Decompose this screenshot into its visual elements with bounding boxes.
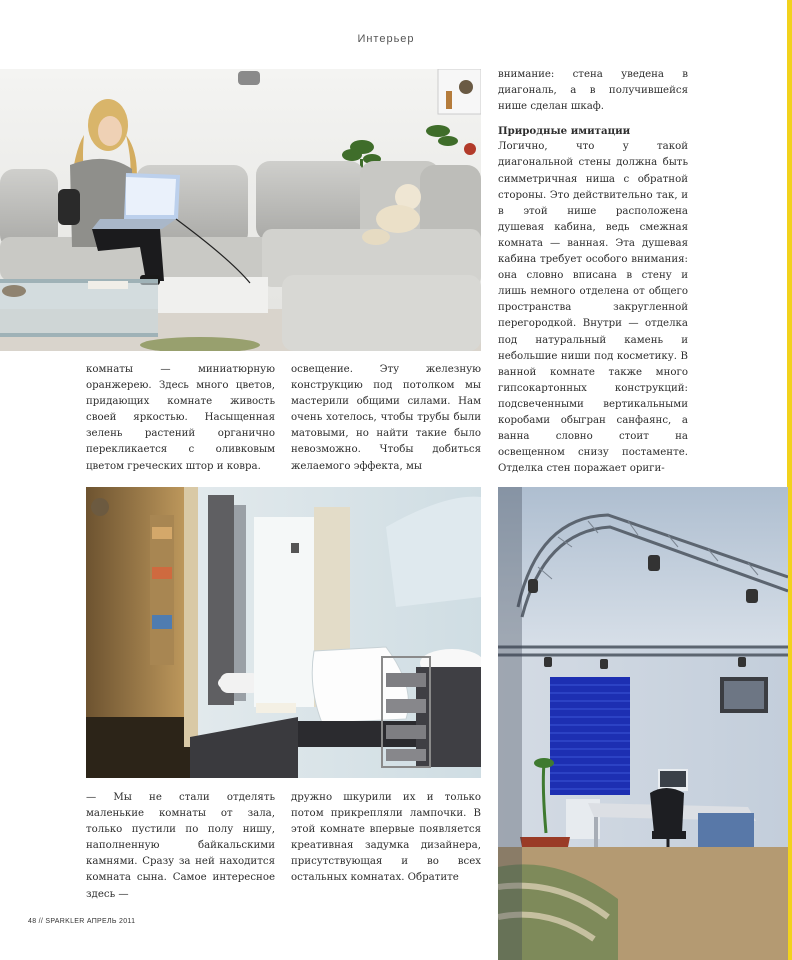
section-title: Интерьер [357,33,415,45]
article-column-mid-left [86,362,275,475]
column-text: освещение. Эту железную конструкцию под потолком мы мастерили общими силами. Нам очень хотелось, чтобы трубы были матовыми, но найти такие было невозможно. Чтобы добиться желаемого эффекта, мы [291,364,481,472]
page-footer: 48 // SPARKLER АПРЕЛЬ 2011 [28,918,136,925]
column-text: внимание: стена уведена в диагональ, а в получившейся нише сделан шкаф. [498,69,688,113]
article-column-bottom-center [291,790,481,887]
subheading: Природные имитации [498,125,631,138]
column-text: комнаты — миниатюрную оранжерею. Здесь много цветов, придающих комнате живость своей яркостью. Насыщенная зелень растений органично перекликается с оливковым цветом греческих штор и ковра. [86,364,275,472]
article-column-mid-center [291,362,481,475]
living-room-photo [0,69,481,351]
article-column-right-top [498,67,688,477]
boy-room-photo [498,487,788,960]
column-text: Логично, что у такой диагональной стены должна быть симметричная ниша с обратной стороны. Это действительно так, и в этой нише расположена душевая кабина, ведь смежная комната — ванная. Эта душевая кабина требует особого внимания: она словно вписана в стену и лишь немного отделена от общего пространства закругленной перегородкой. Внутри — отделка под натуральный камень и небольшие ниши под косметику. В ванной комнате также много гипсокартонных конструкций: подсвеченными вертикальными коробами обыгран санфаянс, а ванна словно стоит на освещенном снизу постаменте. Отделка стен поражает ориги- [498,141,688,475]
bathroom-photo [86,487,481,778]
column-text: дружно шкурили их и только потом прикрепляли лампочки. В этой комнате впервые появляется креативная задумка дизайнера, присутствующая и во всех остальных комнатах. Обратите [291,792,481,884]
column-text: — Мы не стали отделять маленькие комнаты от зала, только пустили по полу нишу, наполненную байкальскими камнями. Сразу за ней находится комната сына. Самое интересное здесь — [86,792,275,900]
article-column-bottom-left [86,790,275,903]
